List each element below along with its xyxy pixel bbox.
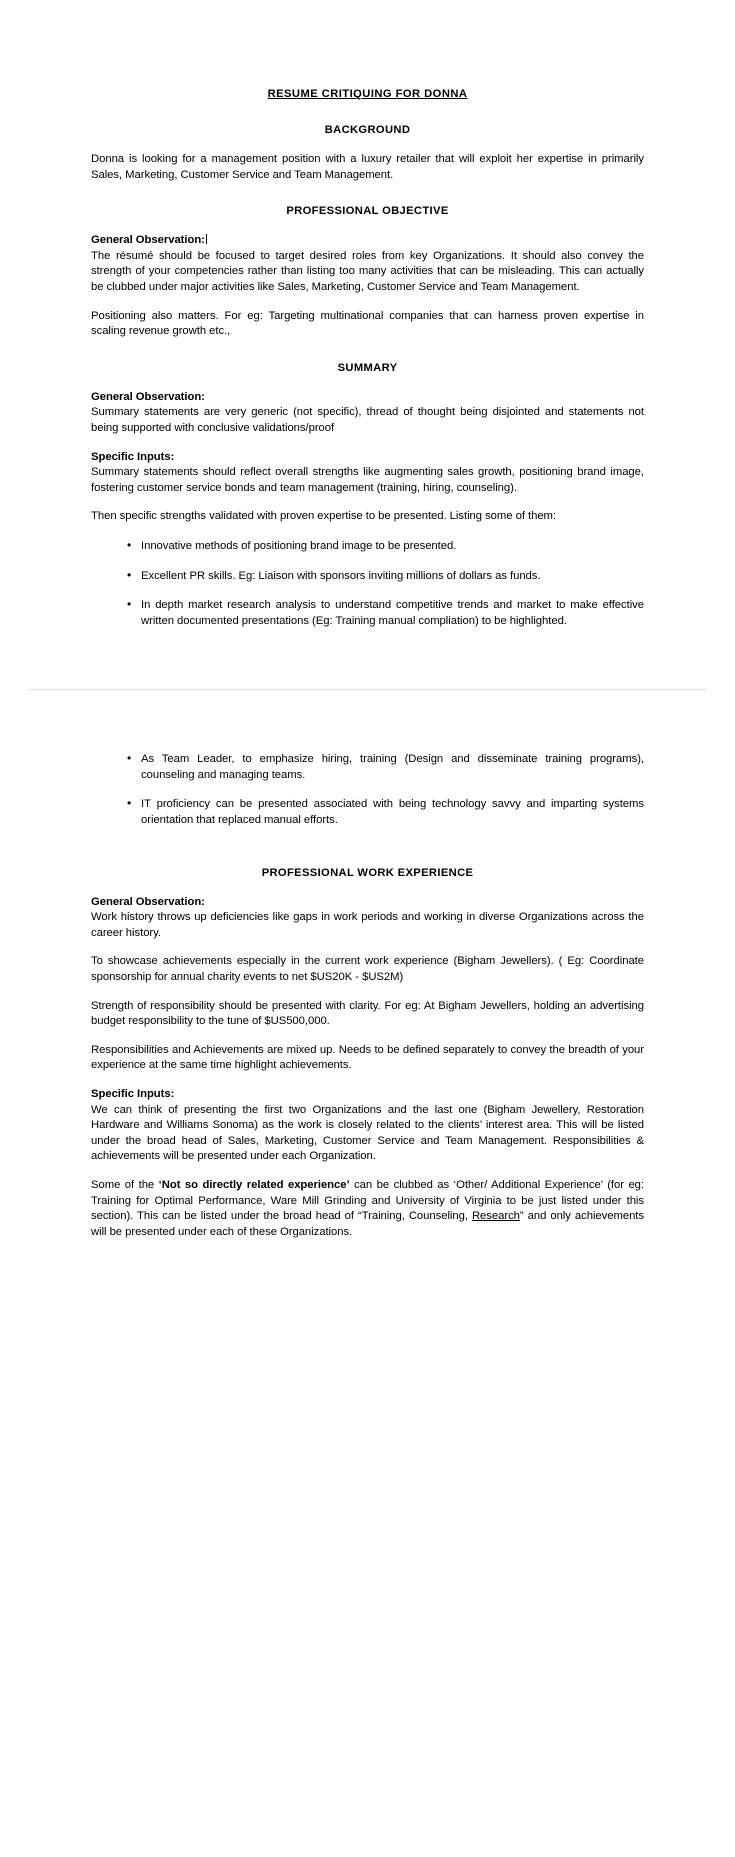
document-title: RESUME CRITIQUING FOR DONNA <box>267 88 468 100</box>
final-part-two: can be clubbed as ‘Other/ Additional Experience’ (for eg: Training for Optimal Performance, Ware Mill Grinding and University of Virginia to be just listed under this section). This can be listed under the broad head of “Training, Counseling, <box>91 1178 644 1223</box>
section-heading-professional-objective: PROFESSIONAL OBJECTIVE <box>286 205 449 218</box>
summary-bullet-list-page-one <box>91 539 644 629</box>
work-showcase-text: To showcase achievements especially in the current work experience (Bigham Jewellers). ( Eg: Coordinate sponsorship for annual charity events to net $US20K - $US2M) <box>91 955 644 984</box>
work-strength-text: Strength of responsibility should be presented with clarity. For eg: At Bigham Jewellers, holding an advertising budget responsibility to the tune of $US500,000. <box>91 999 644 1028</box>
document-page-one <box>0 0 735 629</box>
summary-specific-inputs-text: Summary statements should reflect overall strengths like augmenting sales growth, positioning brand image, fostering customer service bonds and team management (training, hiring, counseling). <box>91 466 644 494</box>
summary-general-observation-label: General Observation: <box>91 390 205 403</box>
summary-bullet-list-page-two <box>91 752 644 828</box>
background-paragraph: Donna is looking for a management position with a luxury retailer that will exploit her expertise in primarily Sales, Marketing, Customer Service and Team Management. <box>91 153 644 181</box>
work-general-observation-text: Work history throws up deficiencies like gaps in work periods and working in diverse Organizations across the career history. <box>91 911 644 939</box>
text-cursor-icon <box>206 234 207 244</box>
list-item: • Excellent PR skills. Eg: Liaison with sponsors inviting millions of dollars as funds. <box>127 569 644 585</box>
work-responsibilities-text: Responsibilities and Achievements are mixed up. Needs to be defined separately to convey the breadth of your experience at the same time highlight achievements. <box>91 1043 644 1072</box>
objective-general-observation-label <box>91 233 644 249</box>
list-item: • In depth market research analysis to understand competitive trends and market to make effective written documented presentations (Eg: Training manual compliation) to be highlighted. <box>127 598 644 629</box>
objective-positioning-text: Positioning also matters. For eg: Targeting multinational companies that can harness proven expertise in scaling revenue growth etc., <box>91 309 644 338</box>
document-page-two <box>0 752 735 1313</box>
label-text: General Observation: <box>91 234 205 247</box>
final-bold-phrase: ‘Not so directly related experience’ <box>158 1178 350 1191</box>
final-underlined-word: Research <box>471 1210 520 1223</box>
work-final-paragraph <box>91 1178 644 1240</box>
section-heading-background: BACKGROUND <box>324 124 411 136</box>
final-part-one: Some of the <box>91 1178 159 1191</box>
section-heading-professional-work-experience: PROFESSIONAL WORK EXPERIENCE <box>261 866 474 879</box>
final-part-three: ” and only achievements will be presented under each of these Organizations. <box>91 1210 644 1238</box>
summary-then-specific-text: Then specific strengths validated with proven expertise to be presented. Listing some of them: <box>91 510 557 523</box>
page-break-divider <box>0 642 735 738</box>
work-specific-inputs-label: Specific Inputs: <box>91 1088 175 1100</box>
section-heading-summary: SUMMARY <box>337 361 398 374</box>
page-break-rule <box>28 689 707 690</box>
objective-general-observation-text: The résumé should be focused to target desired roles from key Organizations. It should also convey the strength of your competencies rather than listing too many activities that can be misleading. This can actually be clubbed under major activities like Sales, Marketing, Customer Service and Team Management. <box>91 249 644 293</box>
work-general-observation-label: General Observation: <box>91 895 205 908</box>
summary-general-observation-text: Summary statements are very generic (not specific), thread of thought being disjointed and statements not being supported with conclusive validations/proof <box>91 406 644 434</box>
work-specific-inputs-text: We can think of presenting the first two Organizations and the last one (Bigham Jewellery, Restoration Hardware and Williams Sonoma) as the work is closely related to the clients’ interest area. This will be listed under the broad head of Sales, Marketing, Customer Service and Team Management. Responsibilities & achievements will be presented under each Organization. <box>91 1103 644 1163</box>
list-item: • Innovative methods of positioning brand image to be presented. <box>127 539 644 555</box>
list-item: • IT proficiency can be presented associated with being technology savvy and imparting systems orientation that replaced manual efforts. <box>127 797 644 828</box>
summary-specific-inputs-label: Specific Inputs: <box>91 450 175 463</box>
list-item: • As Team Leader, to emphasize hiring, training (Design and disseminate training programs), counseling and managing teams. <box>127 752 644 783</box>
